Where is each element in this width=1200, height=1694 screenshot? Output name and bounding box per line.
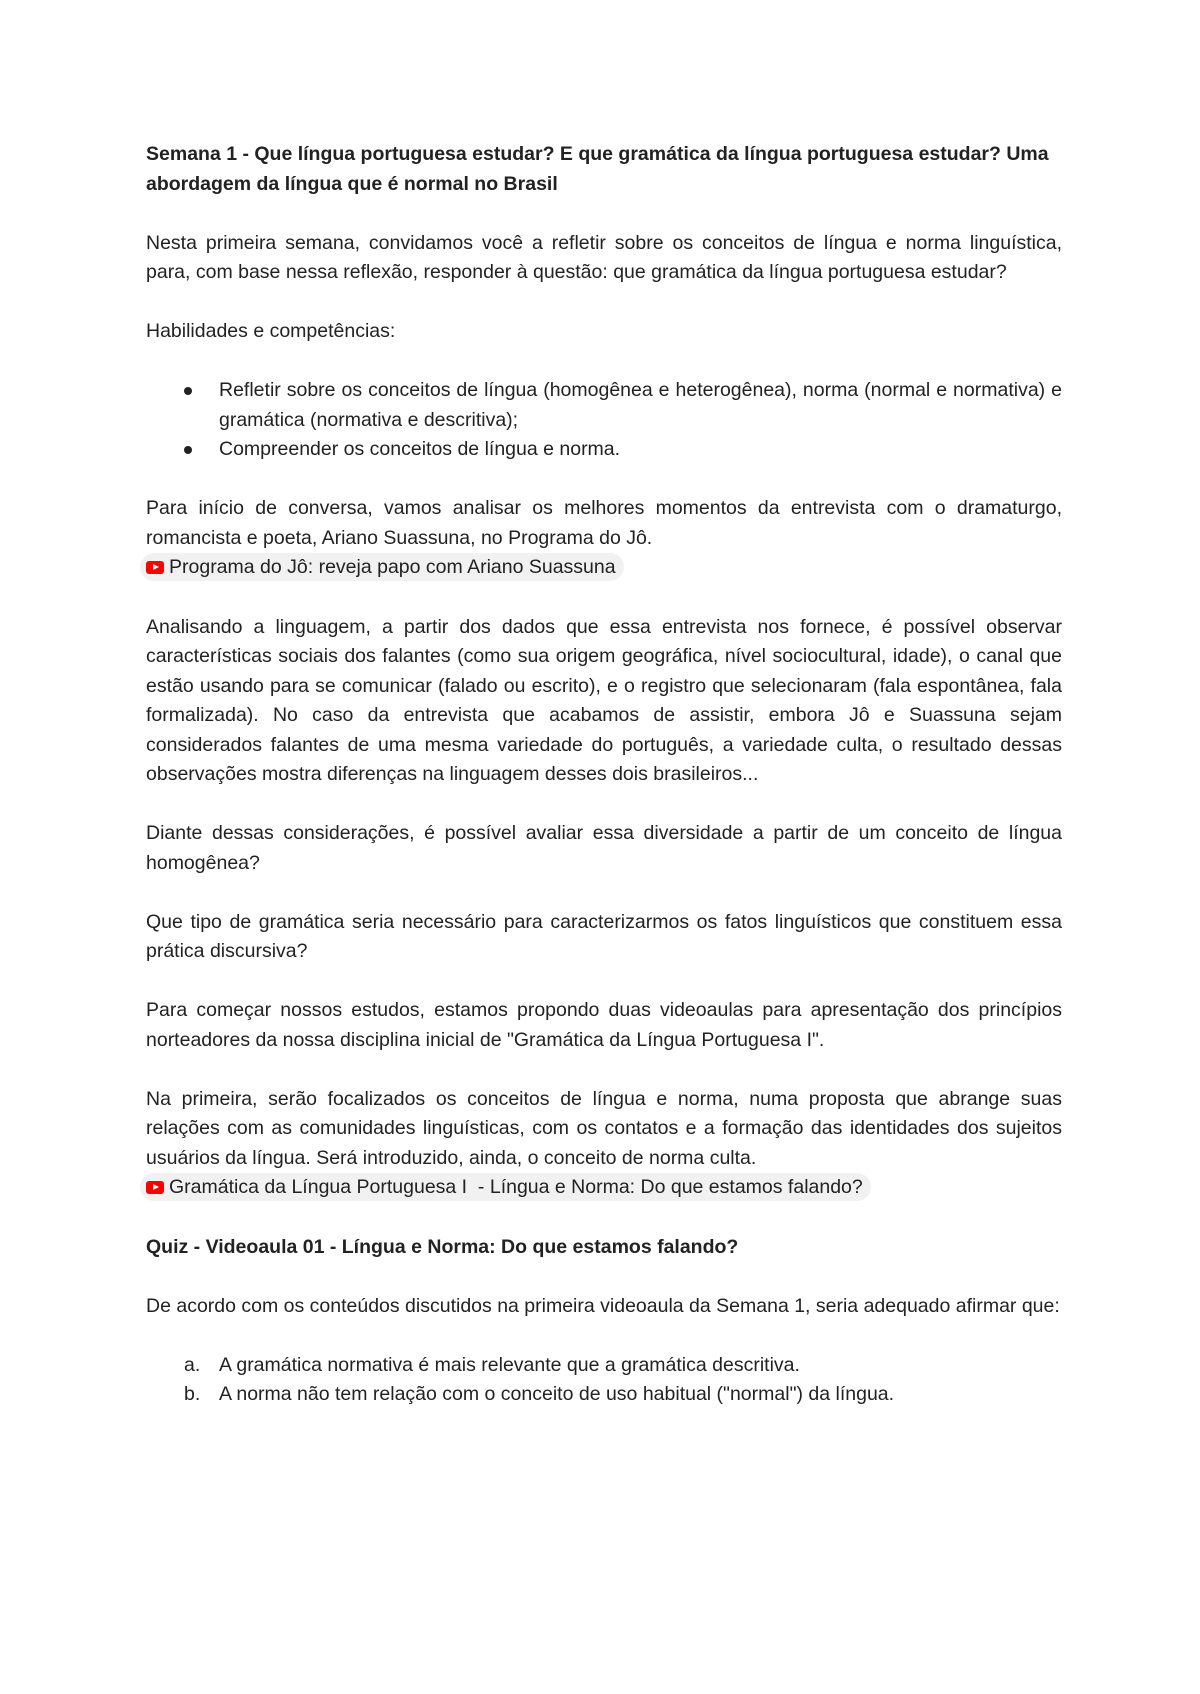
conversation-paragraph: Para início de conversa, vamos analisar os melhores momentos da entrevista com o dramaturgo, romancista e poeta, Ariano Suassuna, no Programa do Jô. (146, 497, 1062, 549)
analysis-paragraph: Analisando a linguagem, a partir dos dados que essa entrevista nos fornece, é possível observar características sociais dos falantes (como sua origem geográfica, nível sociocultural, idade), o canal que estão usando para se comunicar (falado ou escrito), e o registro que selecionaram (fala espontânea, fala formalizada). No caso da entrevista que acabamos de assistir, embora Jô e Suassuna sejam considerados falantes de uma mesma variedade do português, a variedade culta, o resultado dessas observações mostra diferenças na linguagem desses dois brasileiros... (146, 615, 1062, 785)
page-title: Semana 1 - Que língua portuguesa estudar? E que gramática da língua portuguesa estudar? Uma abordagem da língua que é normal no Brasil (146, 143, 1049, 195)
quiz-option (146, 1351, 1062, 1381)
quiz-option (146, 1380, 1062, 1410)
first-class-paragraph: Na primeira, serão focalizados os conceitos de língua e norma, numa proposta que abrange suas relações com as comunidades linguísticas, com os contatos e a formação das identidades dos sujeitos usuários da língua. Será introduzido, ainda, o conceito de norma culta. (146, 1087, 1062, 1169)
video-link-chip-programa-do-jo[interactable] (140, 553, 624, 581)
skills-list (146, 376, 1062, 465)
skills-list-item (146, 435, 1062, 465)
quiz-options-list (146, 1351, 1062, 1410)
bullet-icon (184, 387, 192, 395)
bullet-icon (184, 446, 192, 454)
video-link-label: Gramática da Língua Portuguesa I - Língua e Norma: Do que estamos falando? (169, 1176, 863, 1198)
youtube-icon (146, 561, 164, 574)
quiz-option-marker: b. (184, 1383, 201, 1405)
video-link-chip-lingua-e-norma[interactable] (140, 1173, 871, 1201)
skills-list-item-text: Compreender os conceitos de língua e norma. (219, 438, 621, 460)
quiz-title: Quiz - Videoaula 01 - Língua e Norma: Do que estamos falando? (146, 1235, 739, 1258)
document-page (146, 140, 1062, 1410)
quiz-prompt: De acordo com os conteúdos discutidos na primeira videoaula da Semana 1, seria adequado afirmar que: (146, 1294, 1060, 1317)
start-studies-paragraph: Para começar nossos estudos, estamos propondo duas videoaulas para apresentação dos princípios norteadores da nossa disciplina inicial de "Gramática da Língua Portuguesa I". (146, 999, 1062, 1051)
quiz-option-marker: a. (184, 1353, 201, 1376)
video-link-label: Programa do Jô: reveja papo com Ariano Suassuna (169, 556, 616, 578)
skills-label: Habilidades e competências: (146, 320, 396, 342)
question-paragraph-2: Que tipo de gramática seria necessário para caracterizarmos os fatos linguísticos que constituem essa prática discursiva? (146, 910, 1062, 962)
quiz-option-text: A norma não tem relação com o conceito de uso habitual ("normal") da língua. (219, 1383, 895, 1405)
skills-list-item-text: Refletir sobre os conceitos de língua (homogênea e heterogênea), norma (normal e normativa) e gramática (normativa e descritiva); (219, 379, 1062, 431)
intro-paragraph: Nesta primeira semana, convidamos você a refletir sobre os conceitos de língua e norma linguística, para, com base nessa reflexão, responder à questão: que gramática da língua portuguesa estudar? (146, 231, 1062, 283)
question-paragraph-1: Diante dessas considerações, é possível avaliar essa diversidade a partir de um conceito de língua homogênea? (146, 822, 1062, 874)
quiz-option-text: A gramática normativa é mais relevante que a gramática descritiva. (219, 1353, 800, 1376)
youtube-icon (146, 1181, 164, 1194)
skills-list-item (146, 376, 1062, 435)
